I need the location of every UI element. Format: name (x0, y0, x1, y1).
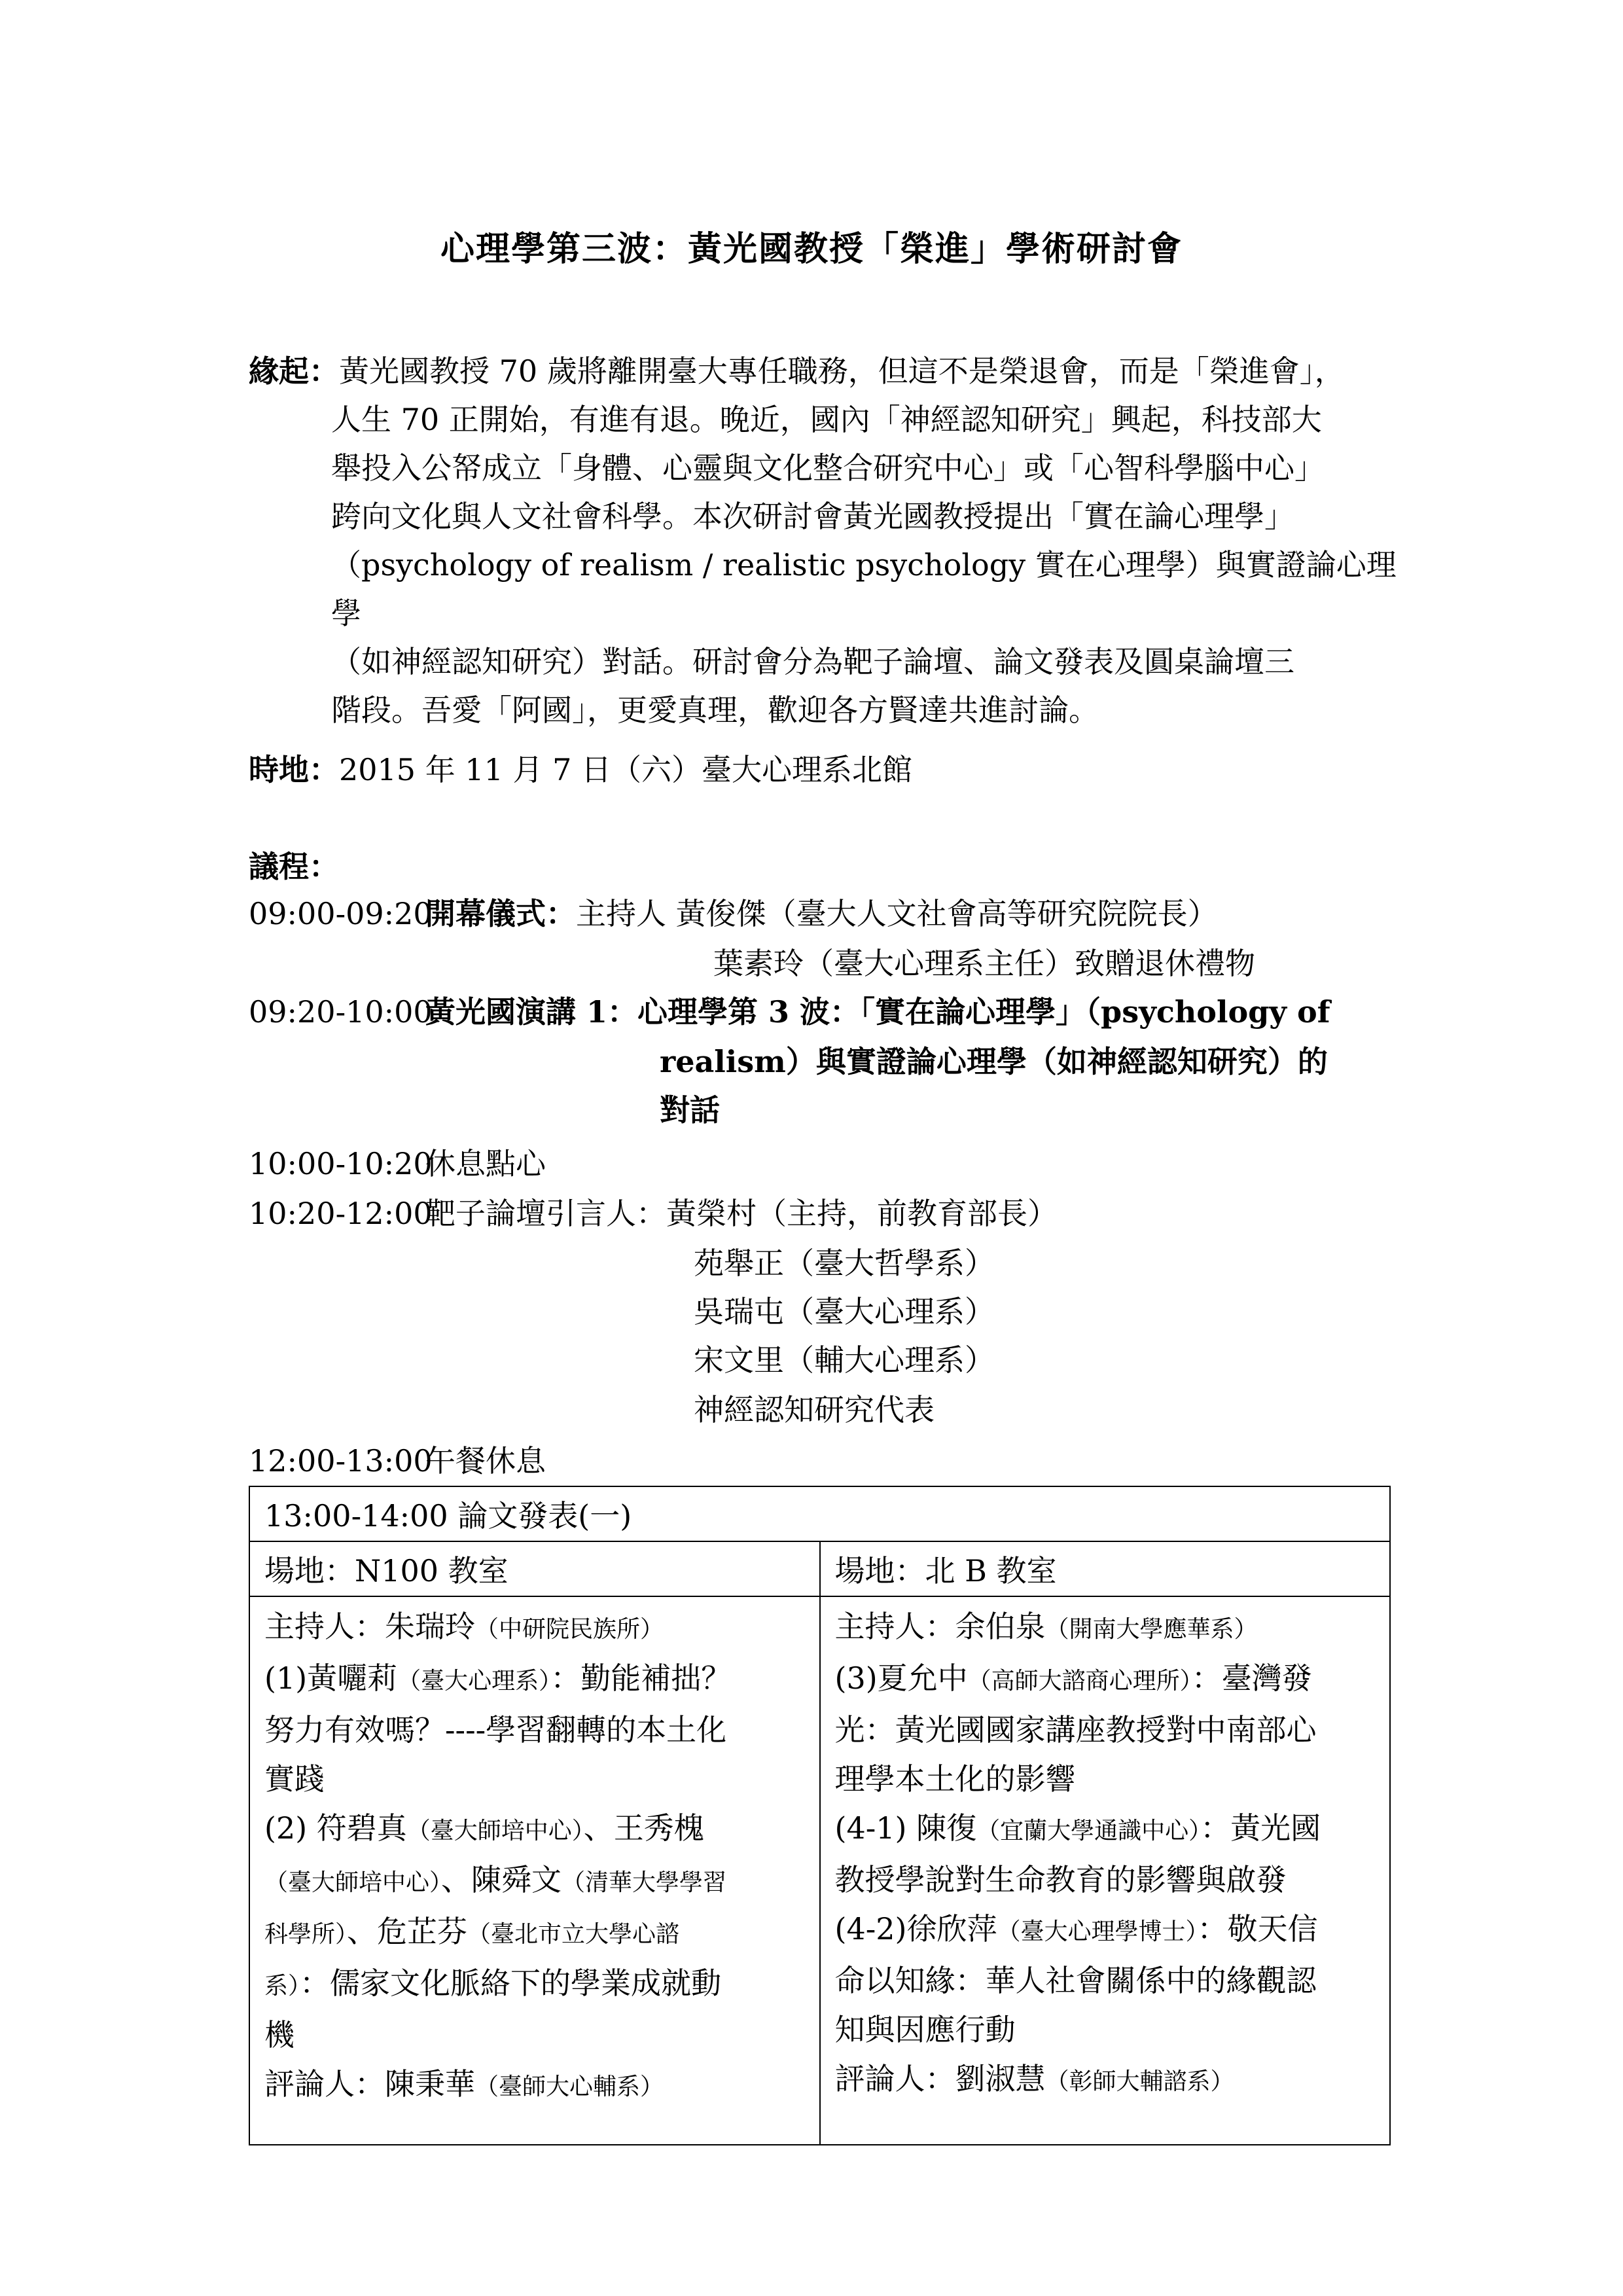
reviewer-affiliation: （彰師大輔諮系） (1045, 2068, 1234, 2095)
paper-affiliation: （臺大心理系） (397, 1668, 551, 1695)
paper-2 (264, 1804, 805, 1856)
time-place-text: 2015 年 11 月 7 日（六）臺大心理系北館 (339, 752, 912, 787)
paper-affiliation: （清華大學學習 (562, 1869, 727, 1896)
reviewer-name: 評論人：劉淑慧 (834, 2061, 1046, 2096)
intro-line: （psychology of realism / realistic psychology 實在心理學）與實證論心理學 (331, 547, 1397, 631)
paper-author: 、王秀槐 (583, 1810, 704, 1846)
paper-4-2 (835, 1905, 1376, 1956)
paper-author: (1)黃囇莉 (264, 1660, 398, 1696)
host-affiliation: （開南大學應華系） (1045, 1616, 1258, 1643)
paper-title: 實踐 (264, 1761, 325, 1797)
agenda-item (249, 890, 1218, 933)
agenda-text: 主持人 黃俊傑（臺大人文社會高等研究院院長） (576, 896, 1218, 931)
agenda-item (249, 1140, 546, 1183)
agenda-continuation: 對話 (660, 1092, 720, 1128)
time-place (249, 746, 912, 789)
paper-title: 知與因應行動 (834, 2012, 1016, 2047)
agenda-time: 09:20-10:00 (249, 994, 433, 1030)
paper-title: ：儒家文化脈絡下的學業成就動 (300, 1965, 722, 2001)
paper-author: (3)夏允中 (834, 1660, 968, 1696)
intro-line: （如神經認知研究）對話。研討會分為靶子論壇、論文發表及圓桌論壇三 (331, 644, 1294, 679)
agenda-time: 12:00-13:00 (249, 1443, 433, 1479)
host-name: 主持人：余伯泉 (834, 1609, 1046, 1644)
agenda-text: 休息點心 (425, 1146, 546, 1181)
paper-title: 努力有效嗎？----學習翻轉的本土化 (264, 1712, 727, 1748)
paper-affiliation: （高師大諮商心理所） (967, 1668, 1192, 1695)
intro-line: 階段。吾愛「阿國」，更愛真理，歡迎各方賢達共進討論。 (331, 692, 1099, 728)
paper-affiliation: 系） (264, 1973, 300, 2000)
paper-4-1 (835, 1804, 1376, 1856)
agenda-continuation: 葉素玲（臺大心理系主任）致贈退休禮物 (713, 946, 1255, 981)
paper-author: 、危芷芬 (347, 1914, 468, 1949)
agenda-text: 黃光國演講 1：心理學第 3 波：「實在論心理學」（psychology of (425, 994, 1330, 1030)
paper-2-cont (264, 1907, 805, 1959)
agenda-speaker: 吳瑞屯（臺大心理系） (694, 1294, 995, 1329)
paper-title: 光：黃光國國家講座教授對中南部心 (834, 1712, 1317, 1748)
paper-author: (4-1) 陳復 (834, 1810, 977, 1846)
agenda-item (249, 988, 1330, 1031)
agenda-speaker: 神經認知研究代表 (694, 1392, 935, 1427)
agenda-speaker: 苑舉正（臺大哲學系） (694, 1246, 995, 1281)
paper-title: ：臺灣發 (1191, 1660, 1312, 1696)
intro-line: 黃光國教授 70 歲將離開臺大專任職務，但這不是榮退會，而是「榮進會」， (339, 353, 1345, 389)
document-title: 心理學第三波：黃光國教授「榮進」學術研討會 (440, 229, 1183, 269)
intro-line: 舉投入公帑成立「身體、心靈與文化整合研究中心」或「心智科學腦中心」 (331, 450, 1325, 486)
paper-affiliation: （臺大心理學博士） (997, 1918, 1198, 1945)
agenda-time: 10:00-10:20 (249, 1146, 433, 1181)
intro-line: 人生 70 正開始，有進有退。晚近，國內「神經認知研究」興起，科技部大 (331, 402, 1322, 437)
paper-affiliation: （臺北市立大學心諮 (467, 1921, 680, 1948)
paper-affiliation: （宜蘭大學通識中心） (976, 1818, 1201, 1844)
agenda-item (249, 1190, 1058, 1233)
paper-title: 理學本土化的影響 (834, 1761, 1076, 1797)
paper-author: (4-2)徐欣萍 (834, 1911, 997, 1946)
agenda-time: 09:00-09:20 (249, 896, 433, 931)
session-right-cell (820, 1596, 1391, 2145)
venue-right: 場地：北 B 教室 (820, 1541, 1391, 1596)
paper-title: ：勤能補拙？ (550, 1660, 732, 1696)
paper-title: 機 (264, 2017, 294, 2053)
intro-line: 跨向文化與人文社會科學。本次研討會黃光國教授提出「實在論心理學」 (331, 499, 1294, 534)
paper-2-cont (264, 1856, 805, 1907)
agenda-text: 午餐休息 (425, 1443, 546, 1479)
session-header: 13:00-14:00 論文發表(一) (249, 1486, 1390, 1541)
paper-affiliation: （臺大師培中心） (264, 1869, 442, 1896)
paper-title: 教授學說對生命教育的影響與啟發 (834, 1862, 1287, 1897)
paper-title: ：黃光國 (1200, 1810, 1321, 1846)
reviewer-line (835, 2054, 1376, 2106)
agenda-speaker: 宋文里（輔大心理系） (694, 1342, 995, 1378)
intro-label: 緣起： (249, 353, 339, 389)
host-line (264, 1602, 805, 1654)
paper-3 (835, 1654, 1376, 1706)
host-name: 主持人：朱瑞玲 (264, 1609, 475, 1644)
reviewer-line (264, 2060, 805, 2111)
reviewer-affiliation: （臺師大心輔系） (475, 2073, 664, 2100)
agenda-time: 10:20-12:00 (249, 1196, 433, 1231)
session-left-cell (249, 1596, 820, 2145)
agenda-title: 開幕儀式： (425, 896, 576, 931)
host-line (835, 1602, 1376, 1654)
agenda-continuation: realism）與實證論心理學（如神經認知研究）的 (660, 1044, 1328, 1079)
venue-left: 場地：N100 教室 (249, 1541, 820, 1596)
session-table (249, 1486, 1391, 2145)
host-affiliation: （中研院民族所） (475, 1616, 664, 1643)
agenda-item (249, 1437, 546, 1480)
paper-title: 命以知緣：華人社會關係中的緣觀認 (834, 1963, 1317, 1998)
paper-affiliation: （臺大師培中心） (406, 1818, 584, 1844)
paper-affiliation: 科學所） (264, 1921, 348, 1948)
intro-section (249, 347, 1400, 734)
paper-1 (264, 1654, 805, 1706)
agenda-text: 靶子論壇引言人：黃榮村（主持，前教育部長） (425, 1196, 1058, 1231)
paper-author: (2) 符碧真 (264, 1810, 407, 1846)
paper-author: 、陳舜文 (441, 1862, 562, 1897)
reviewer-name: 評論人：陳秉華 (264, 2066, 475, 2102)
paper-title: ：敬天信 (1197, 1911, 1318, 1946)
time-place-label: 時地： (249, 752, 339, 787)
agenda-heading: 議程： (249, 849, 339, 884)
paper-2-cont (264, 1959, 805, 2011)
